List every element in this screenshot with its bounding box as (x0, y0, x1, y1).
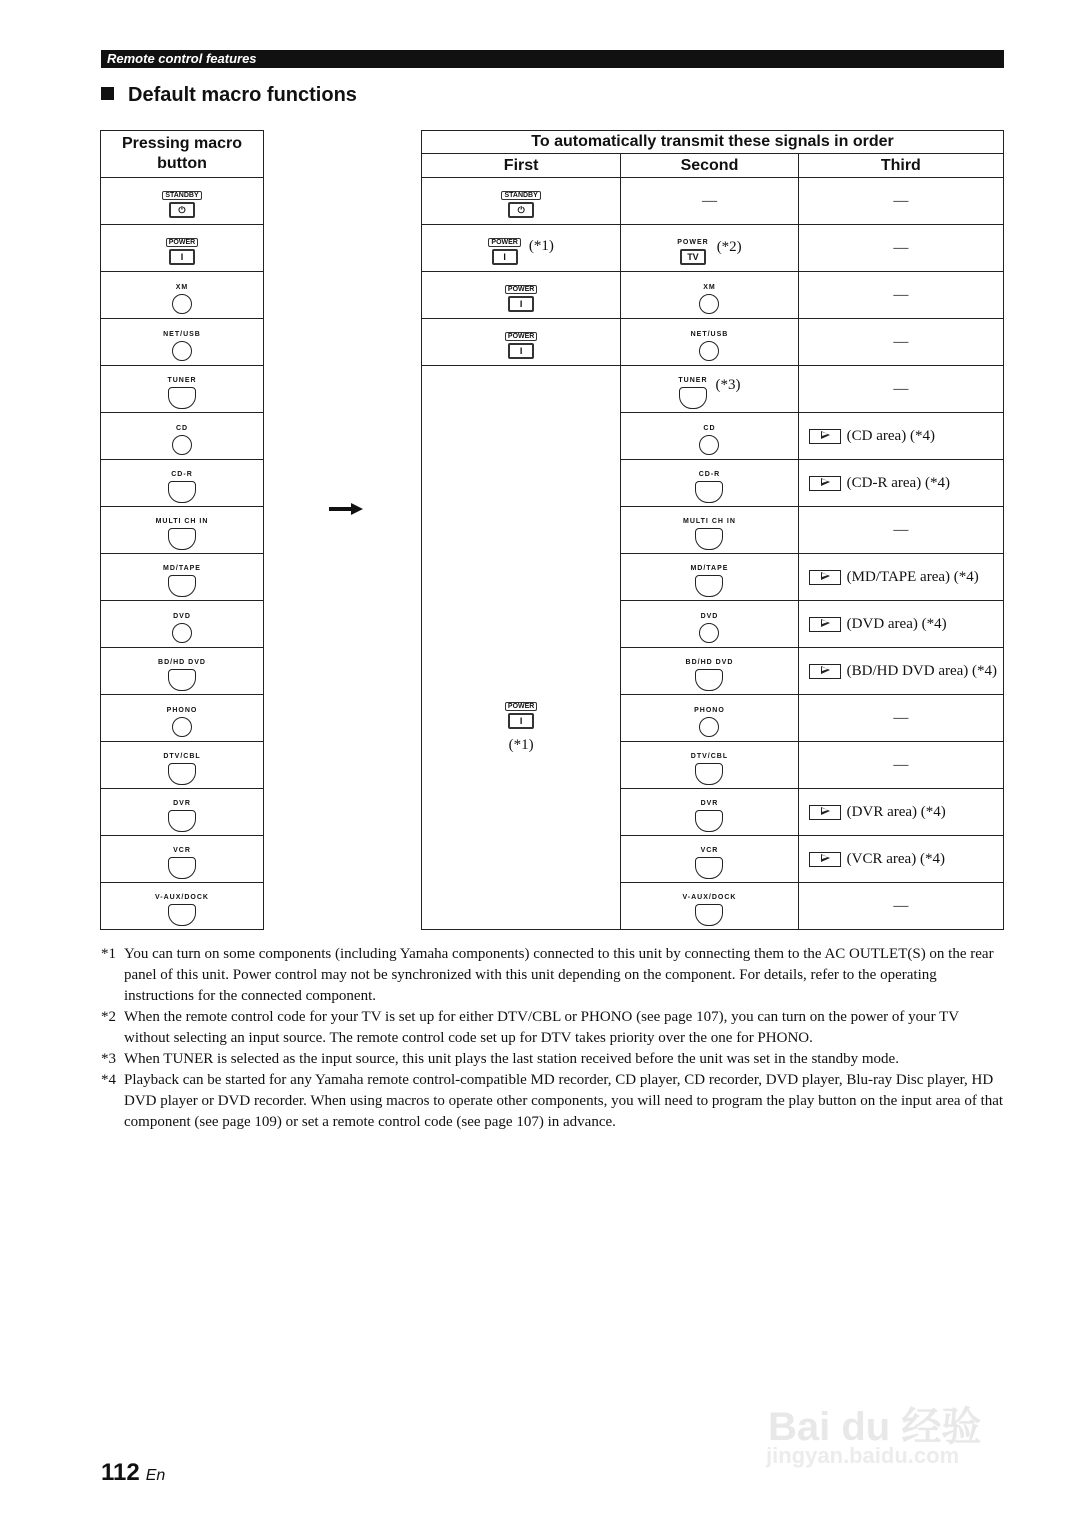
second-signal-cell (621, 413, 798, 460)
macro-label: BD/HD DVD (158, 659, 206, 666)
second-signal-cell (621, 366, 798, 413)
third-signal-dash: — (893, 709, 909, 726)
second-round-key-icon (699, 717, 719, 737)
third-signal-dash: — (893, 380, 909, 397)
second-signal-cell (621, 460, 798, 507)
macro-button-cell (101, 507, 264, 554)
macro-button-graphic (155, 894, 209, 926)
second-signal-group (699, 425, 719, 455)
first-key-icon: I (492, 249, 518, 265)
second-signal-group (699, 284, 719, 314)
second-signal-cell (621, 178, 798, 225)
bullet-square-icon (101, 87, 114, 100)
second-signal-cell (621, 742, 798, 789)
macro-cup-key-icon (168, 481, 196, 503)
play-button-icon (809, 429, 841, 444)
first-signal-merged-group (422, 702, 620, 754)
page-number (101, 1459, 165, 1487)
first-button-graphic (505, 332, 537, 359)
second-signal-group (686, 659, 734, 691)
second-key-icon: TV (680, 249, 706, 265)
second-round-key-icon (699, 341, 719, 361)
macro-key-icon: I (169, 249, 195, 265)
macro-button-graphic (163, 565, 201, 597)
second-round-key-icon (699, 623, 719, 643)
third-signal-text: (VCR area) (*4) (846, 850, 945, 867)
table-row (101, 883, 264, 930)
macro-cup-key-icon (168, 669, 196, 691)
third-signal-dash: — (893, 897, 909, 914)
second-signal-cell (621, 836, 798, 883)
footnote-mark: *2 (101, 1009, 116, 1025)
footnote-text: You can turn on some components (including Yamaha components) connected to this unit by connecting them to the AC OUTLET(S) on the rear panel of this unit. Power control may not be synchronized with this unit depending on the component. For details, refer to the operating instructions for the connected component. (124, 946, 994, 1004)
second-label: VCR (700, 847, 719, 854)
macro-round-key-icon (172, 294, 192, 314)
second-button-graphic (686, 659, 734, 691)
table-row (422, 178, 1004, 225)
footnote-text: When the remote control code for your TV is set up for either DTV/CBL or PHONO (see page 107), you can turn on the power of your TV without selecting an input source. The remote control code set up for DTV takes priority over the one for PHONO. (124, 1009, 959, 1046)
page-number-value: 112 (101, 1459, 140, 1486)
play-button-icon (809, 805, 841, 820)
macro-button-graphic (172, 425, 192, 455)
macro-label: NET/USB (163, 331, 201, 338)
first-signal-group (501, 191, 540, 218)
macro-cup-key-icon (168, 528, 196, 550)
first-button-graphic (505, 285, 537, 312)
table-row (101, 554, 264, 601)
pressing-button-table (100, 130, 264, 930)
first-signal-group (488, 238, 553, 265)
second-signal-group (695, 800, 723, 832)
third-signal-cell (798, 460, 1003, 507)
table-row (101, 460, 264, 507)
play-button-icon (809, 664, 841, 679)
first-merged-note: (*1) (508, 736, 534, 753)
second-signal-group (691, 331, 729, 361)
first-label: POWER (505, 285, 537, 294)
second-signal-group (695, 471, 723, 503)
second-label: TUNER (678, 377, 708, 384)
second-label: XM (703, 284, 716, 291)
first-signal-cell (422, 272, 621, 319)
second-signal-cell (621, 789, 798, 836)
macro-button-cell (101, 413, 264, 460)
third-signal-dash: — (893, 192, 909, 209)
macro-round-key-icon (172, 435, 192, 455)
second-label: BD/HD DVD (685, 659, 734, 666)
macro-button-cell (101, 695, 264, 742)
second-signal-cell (621, 883, 798, 930)
macro-button-graphic (167, 377, 196, 409)
play-triangle-icon (821, 619, 830, 627)
table-row (101, 789, 264, 836)
first-merged-key-icon: I (508, 713, 534, 729)
second-cup-key-icon (695, 904, 723, 926)
second-cup-key-icon (695, 481, 723, 503)
third-signal-dash: — (893, 333, 909, 350)
second-cup-key-icon (695, 857, 723, 879)
macro-label: POWER (166, 238, 198, 247)
second-cup-key-icon (695, 763, 723, 785)
second-button-graphic (682, 894, 736, 926)
third-signal-dash: — (893, 521, 909, 538)
footnote-mark: *1 (101, 946, 116, 962)
macro-cup-key-icon (168, 387, 196, 409)
second-signal-group (677, 239, 741, 265)
third-signal-cell (798, 695, 1003, 742)
third-signal-cell (798, 836, 1003, 883)
footnote-text: When TUNER is selected as the input source, this unit plays the last station received before the unit was set in the standby mode. (124, 1051, 899, 1067)
second-button-graphic (695, 471, 723, 503)
macro-button-graphic (166, 238, 198, 265)
second-label: V-AUX/DOCK (682, 894, 737, 901)
second-signal-cell (621, 554, 798, 601)
right-table-header: To automatically transmit these signals in order (422, 131, 1004, 154)
macro-button-cell (101, 178, 264, 225)
macro-button-cell (101, 789, 264, 836)
third-signal-cell (798, 883, 1003, 930)
macro-button-graphic (168, 847, 196, 879)
table-row (101, 272, 264, 319)
col-second-header: Second (621, 154, 798, 178)
footnote-mark: *4 (101, 1072, 116, 1088)
table-row (101, 319, 264, 366)
second-button-graphic (699, 425, 719, 455)
first-signal-group (505, 332, 537, 359)
first-label: POWER (488, 238, 520, 247)
macro-button-cell (101, 883, 264, 930)
first-label: STANDBY (501, 191, 540, 200)
table-row (101, 742, 264, 789)
footnote-text: Playback can be started for any Yamaha remote control-compatible MD recorder, CD player, CD recorder, DVD player, Blu-ray Disc player, HD DVD player or DVD recorder. When using macros to operate other components, you will need to program the play button on the input area of that component (see page 109) or set a remote control code (see page 107) in advance. (124, 1072, 1004, 1130)
second-button-graphic (695, 800, 723, 832)
second-label: NET/USB (690, 331, 729, 338)
macro-label: TUNER (167, 377, 197, 384)
macro-label: XM (175, 284, 189, 291)
first-merged-button-graphic (505, 702, 537, 729)
second-signal-group (682, 894, 736, 926)
first-merged-label: POWER (505, 702, 537, 711)
third-signal-cell (798, 319, 1003, 366)
second-label: PHONO (694, 707, 725, 714)
macro-label: CD-R (171, 471, 193, 478)
second-dash: — (701, 193, 717, 209)
second-signal-cell (621, 225, 798, 272)
third-signal-dash: — (893, 756, 909, 773)
play-button-icon (809, 852, 841, 867)
third-signal-cell (798, 554, 1003, 601)
play-button-icon (809, 476, 841, 491)
macro-button-graphic (167, 707, 198, 737)
second-cup-key-icon (695, 810, 723, 832)
footnote (101, 1049, 1004, 1070)
play-triangle-icon (821, 572, 830, 580)
second-label: DVR (700, 800, 719, 807)
table-row (101, 178, 264, 225)
second-signal-cell (621, 507, 798, 554)
third-signal-text: (CD-R area) (*4) (846, 474, 950, 491)
macro-label: DVR (173, 800, 191, 807)
play-triangle-icon (821, 807, 830, 815)
first-key-icon: ⏻ (508, 202, 534, 218)
watermark-url: jingyan.baidu.com (766, 1443, 960, 1468)
second-button-graphic (691, 331, 729, 361)
second-signal-cell (621, 319, 798, 366)
footnote (101, 944, 1004, 1007)
first-label: POWER (505, 332, 537, 341)
macro-button-graphic (168, 471, 196, 503)
watermark-logo: Bai du 经验 (768, 1405, 982, 1449)
macro-label: STANDBY (162, 191, 201, 200)
first-key-icon: I (508, 343, 534, 359)
macro-button-cell (101, 742, 264, 789)
macro-label: V-AUX/DOCK (155, 894, 209, 901)
first-button-graphic (501, 191, 540, 218)
second-note: (*2) (716, 239, 742, 255)
first-signal-cell (422, 319, 621, 366)
page-lang: En (145, 1467, 166, 1484)
macro-button-graphic (168, 800, 196, 832)
macro-label: MD/TAPE (163, 565, 201, 572)
page-title-text: Default macro functions (128, 84, 357, 106)
macro-round-key-icon (172, 341, 192, 361)
third-signal-cell (798, 178, 1003, 225)
second-signal-group (683, 518, 736, 550)
section-bar: Remote control features (101, 50, 1004, 68)
third-signal-text: (BD/HD DVD area) (*4) (846, 662, 998, 679)
second-cup-key-icon (679, 387, 707, 409)
macro-button-cell (101, 460, 264, 507)
first-signal-cell (422, 225, 621, 272)
signal-order-table (421, 130, 1004, 930)
second-label: CD (703, 425, 716, 432)
table-row (101, 413, 264, 460)
arrow-right-icon (329, 502, 363, 516)
second-label: MD/TAPE (690, 565, 729, 572)
macro-button-graphic (158, 659, 206, 691)
table-row (422, 366, 1004, 413)
second-signal-group (699, 613, 719, 643)
left-table-header: Pressing macro button (101, 131, 264, 178)
macro-key-icon: ⏻ (169, 202, 195, 218)
third-signal-cell (798, 507, 1003, 554)
macro-label: CD (175, 425, 189, 432)
third-signal-cell (798, 225, 1003, 272)
macro-button-cell (101, 272, 264, 319)
macro-cup-key-icon (168, 575, 196, 597)
play-button-icon (809, 570, 841, 585)
macro-button-cell (101, 319, 264, 366)
first-signal-group (505, 285, 537, 312)
macro-button-cell (101, 836, 264, 883)
first-signal-merged-cell (422, 366, 621, 930)
macro-round-key-icon (172, 717, 192, 737)
third-signal-text: (DVR area) (*4) (846, 803, 946, 820)
second-label: MULTI CH IN (683, 518, 736, 525)
second-label: DVD (700, 613, 719, 620)
col-first-header: First (422, 154, 621, 178)
macro-button-graphic (156, 518, 209, 550)
table-row (101, 366, 264, 413)
play-triangle-icon (821, 478, 830, 486)
table-row (101, 601, 264, 648)
first-button-graphic (488, 238, 520, 265)
macro-button-cell (101, 648, 264, 695)
second-signal-group (695, 847, 723, 879)
macro-cup-key-icon (168, 857, 196, 879)
macro-label: MULTI CH IN (155, 518, 209, 525)
macro-label: PHONO (166, 707, 198, 714)
third-signal-cell (798, 648, 1003, 695)
second-label: DTV/CBL (690, 753, 729, 760)
macro-button-graphic (172, 284, 192, 314)
second-note: (*3) (715, 377, 741, 393)
table-row (101, 225, 264, 272)
table-row (101, 507, 264, 554)
macro-cup-key-icon (168, 904, 196, 926)
first-note: (*1) (528, 238, 554, 254)
macro-button-graphic (172, 613, 192, 643)
second-button-graphic (678, 377, 707, 409)
third-signal-cell (798, 413, 1003, 460)
second-label: CD-R (698, 471, 721, 478)
macro-round-key-icon (172, 623, 192, 643)
second-signal-cell (621, 272, 798, 319)
second-button-graphic (699, 613, 719, 643)
second-cup-key-icon (695, 575, 723, 597)
table-row (101, 695, 264, 742)
macro-button-cell (101, 554, 264, 601)
macro-button-graphic (163, 331, 201, 361)
second-signal-group (690, 565, 728, 597)
macro-button-cell (101, 366, 264, 413)
second-button-graphic (695, 847, 723, 879)
play-triangle-icon (821, 666, 830, 674)
second-cup-key-icon (695, 669, 723, 691)
table-row (422, 272, 1004, 319)
macro-label: DVD (173, 613, 191, 620)
third-signal-cell (798, 366, 1003, 413)
third-signal-cell (798, 601, 1003, 648)
second-signal-cell (621, 601, 798, 648)
macro-button-graphic (162, 191, 201, 218)
second-signal-cell (621, 695, 798, 742)
third-signal-dash: — (893, 239, 909, 256)
macro-button-cell (101, 601, 264, 648)
play-button-icon (809, 617, 841, 632)
play-triangle-icon (821, 854, 830, 862)
third-signal-text: (DVD area) (*4) (846, 615, 947, 632)
second-signal-cell (621, 648, 798, 695)
second-signal-group (691, 753, 728, 785)
second-label: POWER (677, 239, 709, 246)
second-button-graphic (683, 518, 736, 550)
col-third-header: Third (798, 154, 1003, 178)
third-signal-cell (798, 789, 1003, 836)
second-cup-key-icon (695, 528, 723, 550)
footnote-mark: *3 (101, 1051, 116, 1067)
second-signal-group (678, 377, 740, 409)
second-round-key-icon (699, 435, 719, 455)
second-button-graphic (699, 284, 719, 314)
first-signal-cell (422, 178, 621, 225)
macro-button-graphic (163, 753, 200, 785)
macro-cup-key-icon (168, 810, 196, 832)
footnotes (101, 944, 1004, 1133)
play-triangle-icon (821, 431, 830, 439)
third-signal-text: (CD area) (*4) (846, 427, 935, 444)
second-button-graphic (691, 753, 728, 785)
macro-label: DTV/CBL (163, 753, 201, 760)
macro-label: VCR (173, 847, 191, 854)
second-button-graphic (690, 565, 728, 597)
third-signal-cell (798, 272, 1003, 319)
third-signal-dash: — (893, 286, 909, 303)
footnote (101, 1007, 1004, 1049)
second-round-key-icon (699, 294, 719, 314)
second-button-graphic (677, 239, 708, 265)
page-title (101, 84, 357, 107)
table-row (101, 648, 264, 695)
third-signal-cell (798, 742, 1003, 789)
macro-cup-key-icon (168, 763, 196, 785)
table-row (422, 319, 1004, 366)
second-signal-group (694, 707, 725, 737)
second-button-graphic (694, 707, 725, 737)
table-row (422, 225, 1004, 272)
table-row (101, 836, 264, 883)
first-key-icon: I (508, 296, 534, 312)
footnote (101, 1070, 1004, 1133)
third-signal-text: (MD/TAPE area) (*4) (846, 568, 979, 585)
macro-button-cell (101, 225, 264, 272)
